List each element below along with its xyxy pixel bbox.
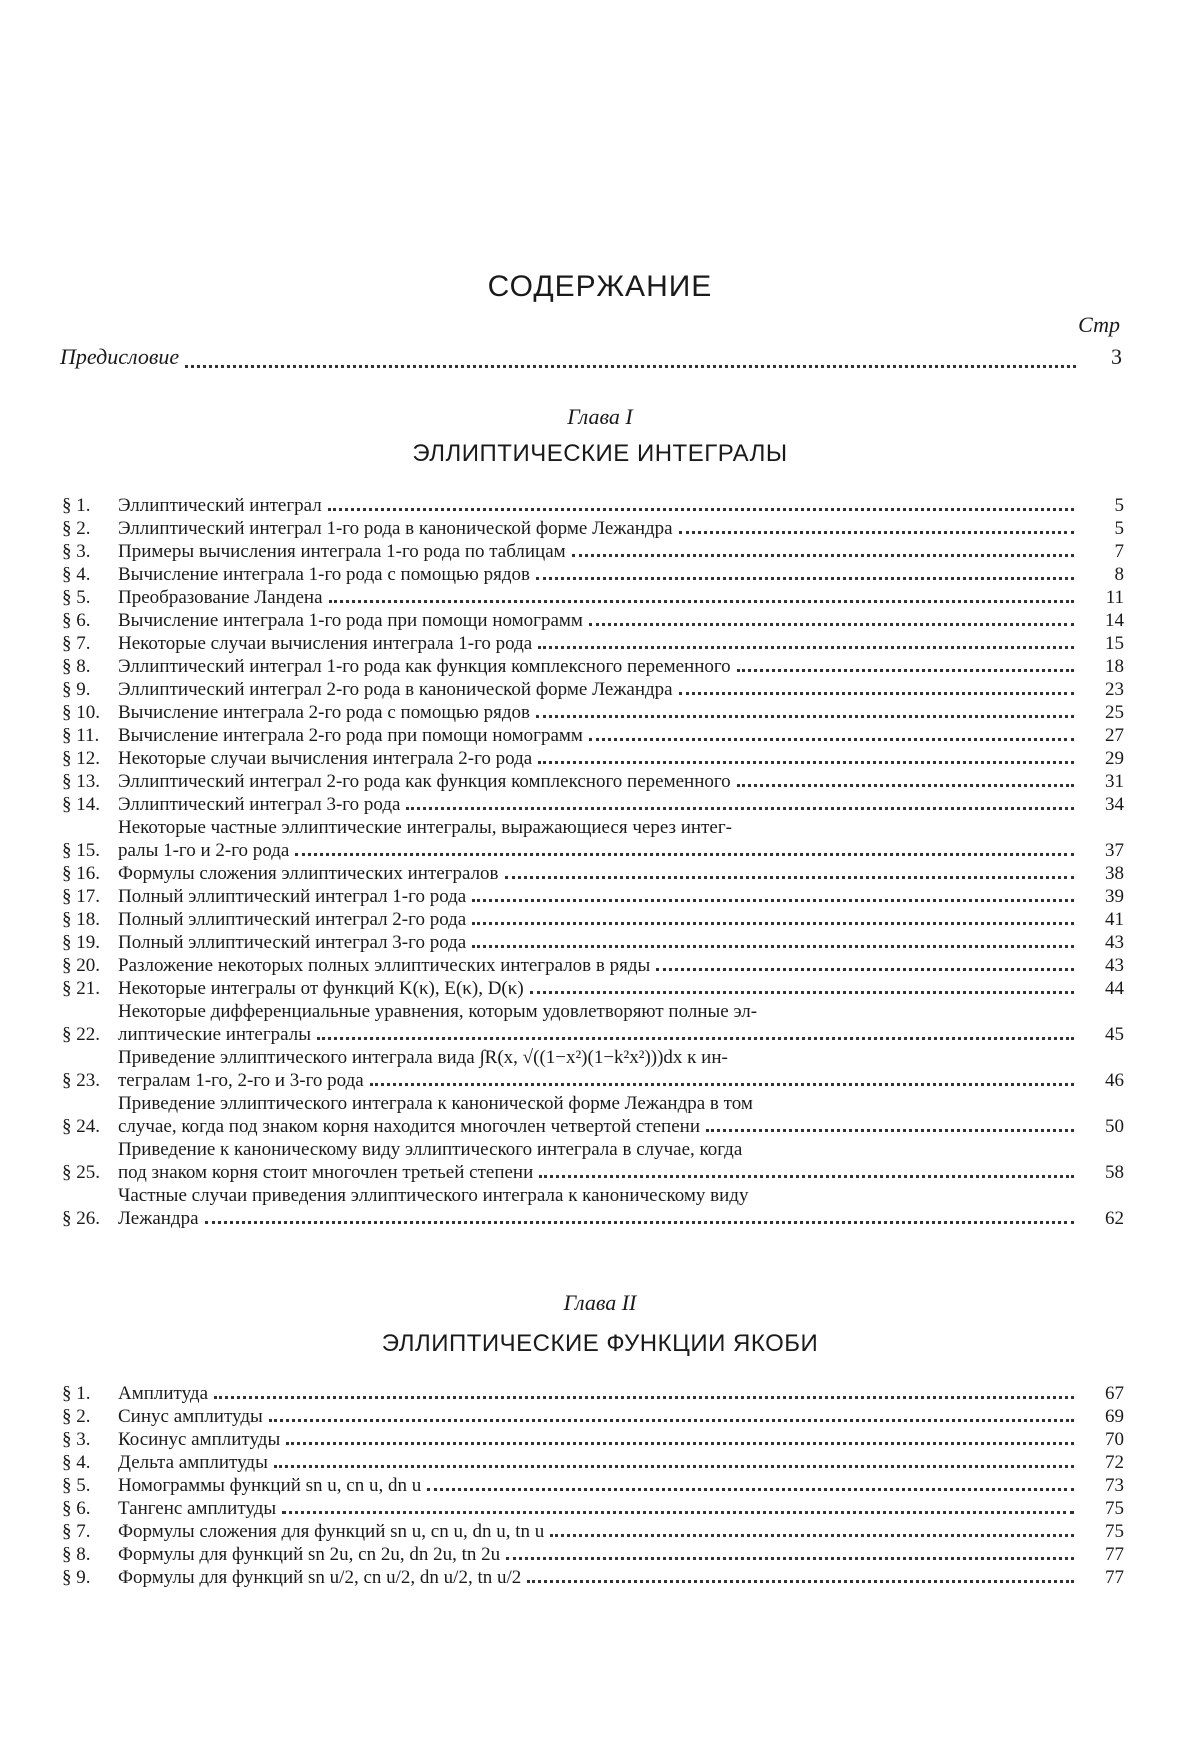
entry-title: Примеры вычисления интеграла 1-го рода по таблицам [118, 541, 566, 562]
page-number: 75 [1105, 1498, 1124, 1519]
entry-title: Разложение некоторых полных эллиптических интегралов в ряды [118, 955, 651, 976]
entry-title: Некоторые случаи вычисления интеграла 1-го рода [118, 633, 533, 654]
toc-entry[interactable] [62, 931, 1124, 954]
toc-entry[interactable] [62, 701, 1124, 724]
dot-leader [656, 968, 1074, 971]
dot-leader [527, 1580, 1074, 1583]
entry-title-line-1: Частные случаи приведения эллиптического интеграла к каноническому виду [118, 1185, 749, 1206]
entry-title: Эллиптический интеграл [118, 495, 322, 516]
entry-title: Тангенс амплитуды [118, 1498, 277, 1519]
toc-entry[interactable] [62, 678, 1124, 701]
section-number: § 20. [62, 955, 100, 976]
section-number: § 22. [62, 1024, 100, 1045]
page-number: 25 [1105, 702, 1124, 723]
page-number: 18 [1105, 656, 1124, 677]
page-number: 31 [1105, 771, 1124, 792]
toc-entry[interactable] [62, 1184, 1124, 1230]
dot-leader [679, 692, 1074, 695]
section-number: § 11. [62, 725, 100, 746]
dot-leader [472, 945, 1074, 948]
dot-leader [269, 1419, 1074, 1422]
entry-title-line-2: Лежандра [118, 1208, 199, 1229]
chapter-1-title: ЭЛЛИПТИЧЕСКИЕ ИНТЕГРАЛЫ [412, 440, 788, 467]
preface-entry[interactable] [60, 344, 1122, 374]
entry-title: Полный эллиптический интеграл 2-го рода [118, 909, 467, 930]
section-number: § 7. [62, 633, 91, 654]
toc-entry[interactable] [62, 1046, 1124, 1092]
dot-leader [538, 646, 1074, 649]
page-number: 23 [1105, 679, 1124, 700]
section-number: § 21. [62, 978, 100, 999]
dot-leader [317, 1037, 1074, 1040]
entry-title: Эллиптический интеграл 2-го рода в канонической форме Лежандра [118, 679, 673, 700]
entry-title-line-2: случае, когда под знаком корня находится многочлен четвертой степени [118, 1116, 700, 1137]
page-number: 75 [1105, 1521, 1124, 1542]
chapter-2-toc [62, 1382, 1124, 1589]
section-number: § 16. [62, 863, 100, 884]
dot-leader [328, 508, 1074, 511]
entry-title: Формулы для функций sn 2u, cn 2u, dn 2u, tn 2u [118, 1544, 501, 1565]
section-number: § 2. [62, 518, 91, 539]
page-title: СОДЕРЖАНИЕ [487, 270, 713, 303]
section-number: § 13. [62, 771, 100, 792]
entry-title: Номограммы функций sn u, cn u, dn u [118, 1475, 422, 1496]
toc-entry[interactable] [62, 770, 1124, 793]
dot-leader [737, 669, 1074, 672]
entry-title: Амплитуда [118, 1383, 209, 1404]
page-number: 62 [1105, 1208, 1124, 1229]
toc-entry[interactable] [62, 1451, 1124, 1474]
entry-title: Полный эллиптический интеграл 3-го рода [118, 932, 467, 953]
entry-title-line-1: Некоторые частные эллиптические интегралы, выражающиеся через интег- [118, 817, 732, 838]
entry-title: Эллиптический интеграл 1-го рода в канонической форме Лежандра [118, 518, 673, 539]
section-number: § 12. [62, 748, 100, 769]
toc-entry[interactable] [62, 862, 1124, 885]
dot-leader [214, 1396, 1074, 1399]
toc-entry[interactable] [62, 1474, 1124, 1497]
page-number: 43 [1105, 932, 1124, 953]
page-number: 11 [1105, 587, 1124, 608]
toc-entry[interactable] [62, 586, 1124, 609]
page-number: 14 [1105, 610, 1124, 631]
entry-title: Некоторые интегралы от функций K(κ), E(κ), D(κ) [118, 978, 524, 999]
page-column-label: Стр [1078, 312, 1120, 337]
section-number: § 2. [62, 1406, 91, 1427]
section-number: § 17. [62, 886, 100, 907]
toc-entry[interactable] [62, 563, 1124, 586]
toc-entry[interactable] [62, 1543, 1124, 1566]
dot-leader [737, 784, 1074, 787]
chapter-2-label: Глава II [563, 1290, 637, 1315]
entry-title: Вычисление интеграла 2-го рода с помощью рядов [118, 702, 530, 723]
entry-title: Полный эллиптический интеграл 1-го рода [118, 886, 467, 907]
page-number: 70 [1105, 1429, 1124, 1450]
dot-leader [472, 899, 1074, 902]
toc-entry[interactable] [62, 655, 1124, 678]
section-number: § 14. [62, 794, 100, 815]
dot-leader [539, 1175, 1074, 1178]
page-number: 41 [1105, 909, 1124, 930]
page-number: 44 [1105, 978, 1124, 999]
dot-leader [370, 1083, 1074, 1086]
dot-leader [536, 715, 1074, 718]
section-number: § 6. [62, 610, 91, 631]
section-number: § 3. [62, 1429, 91, 1450]
section-number: § 9. [62, 679, 91, 700]
section-number: § 25. [62, 1162, 100, 1183]
dot-leader [589, 623, 1074, 626]
dot-leader [706, 1129, 1074, 1132]
dot-leader [282, 1511, 1074, 1514]
entry-title: Формулы для функций sn u/2, cn u/2, dn u/2, tn u/2 [118, 1567, 522, 1588]
dot-leader [506, 1557, 1074, 1560]
section-number: § 4. [62, 1452, 91, 1473]
toc-entry[interactable] [62, 977, 1124, 1000]
page-number: 72 [1105, 1452, 1124, 1473]
toc-entry[interactable] [62, 908, 1124, 931]
chapter-2-title: ЭЛЛИПТИЧЕСКИЕ ФУНКЦИИ ЯКОБИ [381, 1330, 819, 1357]
page-number: 5 [1114, 518, 1124, 539]
page-number: 15 [1105, 633, 1124, 654]
section-number: § 9. [62, 1567, 91, 1588]
toc-entry[interactable] [62, 1092, 1124, 1138]
entry-title: Синус амплитуды [118, 1406, 263, 1427]
entry-title-line-1: Приведение эллиптического интеграла вида ∫R(x, √((1−x²)(1−k²x²)))dx к ин- [118, 1047, 728, 1068]
section-number: § 8. [62, 656, 91, 677]
section-number: § 5. [62, 587, 91, 608]
toc-entry[interactable] [62, 885, 1124, 908]
entry-title-line-2: ралы 1-го и 2-го рода [118, 840, 290, 861]
toc-entry[interactable] [62, 1497, 1124, 1520]
section-number: § 3. [62, 541, 91, 562]
page-number: 38 [1105, 863, 1124, 884]
toc-entry[interactable] [62, 1138, 1124, 1184]
toc-entry[interactable] [62, 494, 1124, 517]
chapter-1-label: Глава I [567, 404, 633, 429]
dot-leader [185, 365, 1076, 368]
entry-title: Преобразование Ландена [118, 587, 323, 608]
section-number: § 4. [62, 564, 91, 585]
section-number: § 24. [62, 1116, 100, 1137]
toc-entry[interactable] [62, 1405, 1124, 1428]
toc-entry[interactable] [62, 1520, 1124, 1543]
entry-title-line-2: тегралам 1-го, 2-го и 3-го рода [118, 1070, 364, 1091]
entry-title-line-1: Приведение к каноническому виду эллиптического интеграла в случае, когда [118, 1139, 743, 1160]
entry-title: Некоторые случаи вычисления интеграла 2-го рода [118, 748, 533, 769]
page-number: 29 [1105, 748, 1124, 769]
dot-leader [427, 1488, 1074, 1491]
dot-leader [550, 1534, 1074, 1537]
entry-title: Вычисление интеграла 1-го рода при помощи номограмм [118, 610, 583, 631]
preface-label: Предисловие [60, 344, 180, 369]
toc-entry[interactable] [62, 517, 1124, 540]
entry-title-line-1: Некоторые дифференциальные уравнения, которым удовлетворяют полные эл- [118, 1001, 758, 1022]
dot-leader [406, 807, 1074, 810]
toc-entry[interactable] [62, 1566, 1124, 1589]
section-number: § 1. [62, 1383, 91, 1404]
toc-entry[interactable] [62, 1000, 1124, 1046]
dot-leader [286, 1442, 1074, 1445]
section-number: § 19. [62, 932, 100, 953]
toc-entry[interactable] [62, 747, 1124, 770]
dot-leader [205, 1221, 1074, 1224]
toc-entry[interactable] [62, 793, 1124, 816]
toc-entry[interactable] [62, 1382, 1124, 1405]
page-number: 37 [1105, 840, 1124, 861]
page-number: 67 [1105, 1383, 1124, 1404]
entry-title: Дельта амплитуды [118, 1452, 268, 1473]
entry-title: Формулы сложения эллиптических интегралов [118, 863, 499, 884]
section-number: § 1. [62, 495, 91, 516]
chapter-1-toc [62, 494, 1124, 1230]
dot-leader [589, 738, 1074, 741]
dot-leader [472, 922, 1074, 925]
page-number: 8 [1114, 564, 1124, 585]
toc-entry[interactable] [62, 540, 1124, 563]
toc-entry[interactable] [62, 632, 1124, 655]
entry-title-line-2: под знаком корня стоит многочлен третьей степени [118, 1162, 534, 1183]
page-number: 34 [1105, 794, 1124, 815]
entry-title: Эллиптический интеграл 3-го рода [118, 794, 401, 815]
page-number: 77 [1105, 1567, 1124, 1588]
page-number: 77 [1105, 1544, 1124, 1565]
dot-leader [679, 531, 1074, 534]
dot-leader [536, 577, 1074, 580]
section-number: § 10. [62, 702, 100, 723]
page-number: 43 [1105, 955, 1124, 976]
entry-title: Эллиптический интеграл 1-го рода как функция комплексного переменного [118, 656, 731, 677]
toc-entry[interactable] [62, 609, 1124, 632]
page-number: 46 [1105, 1070, 1124, 1091]
toc-entry[interactable] [62, 954, 1124, 977]
dot-leader [530, 991, 1074, 994]
entry-title: Формулы сложения для функций sn u, cn u, dn u, tn u [118, 1521, 545, 1542]
section-number: § 6. [62, 1498, 91, 1519]
page-number: 45 [1105, 1024, 1124, 1045]
toc-entry[interactable] [62, 816, 1124, 862]
page-number: 7 [1114, 541, 1124, 562]
dot-leader [538, 761, 1074, 764]
dot-leader [274, 1465, 1074, 1468]
section-number: § 18. [62, 909, 100, 930]
section-number: § 5. [62, 1475, 91, 1496]
page-number: 27 [1105, 725, 1124, 746]
entry-title: Эллиптический интеграл 2-го рода как функция комплексного переменного [118, 771, 731, 792]
page-number: 50 [1105, 1116, 1124, 1137]
dot-leader [572, 554, 1074, 557]
toc-entry[interactable] [62, 724, 1124, 747]
section-number: § 23. [62, 1070, 100, 1091]
entry-title: Вычисление интеграла 2-го рода при помощи номограмм [118, 725, 583, 746]
section-number: § 15. [62, 840, 100, 861]
page-number: 39 [1105, 886, 1124, 907]
dot-leader [505, 876, 1074, 879]
preface-page: 3 [1111, 344, 1122, 369]
page-number: 69 [1105, 1406, 1124, 1427]
page-number: 5 [1114, 495, 1124, 516]
section-number: § 8. [62, 1544, 91, 1565]
section-number: § 26. [62, 1208, 100, 1229]
page-number: 58 [1105, 1162, 1124, 1183]
entry-title: Косинус амплитуды [118, 1429, 281, 1450]
section-number: § 7. [62, 1521, 91, 1542]
dot-leader [329, 600, 1074, 603]
dot-leader [295, 853, 1074, 856]
page-number: 73 [1105, 1475, 1124, 1496]
entry-title-line-2: липтические интегралы [118, 1024, 311, 1045]
toc-entry[interactable] [62, 1428, 1124, 1451]
entry-title: Вычисление интеграла 1-го рода с помощью рядов [118, 564, 530, 585]
entry-title-line-1: Приведение эллиптического интеграла к канонической форме Лежандра в том [118, 1093, 753, 1114]
